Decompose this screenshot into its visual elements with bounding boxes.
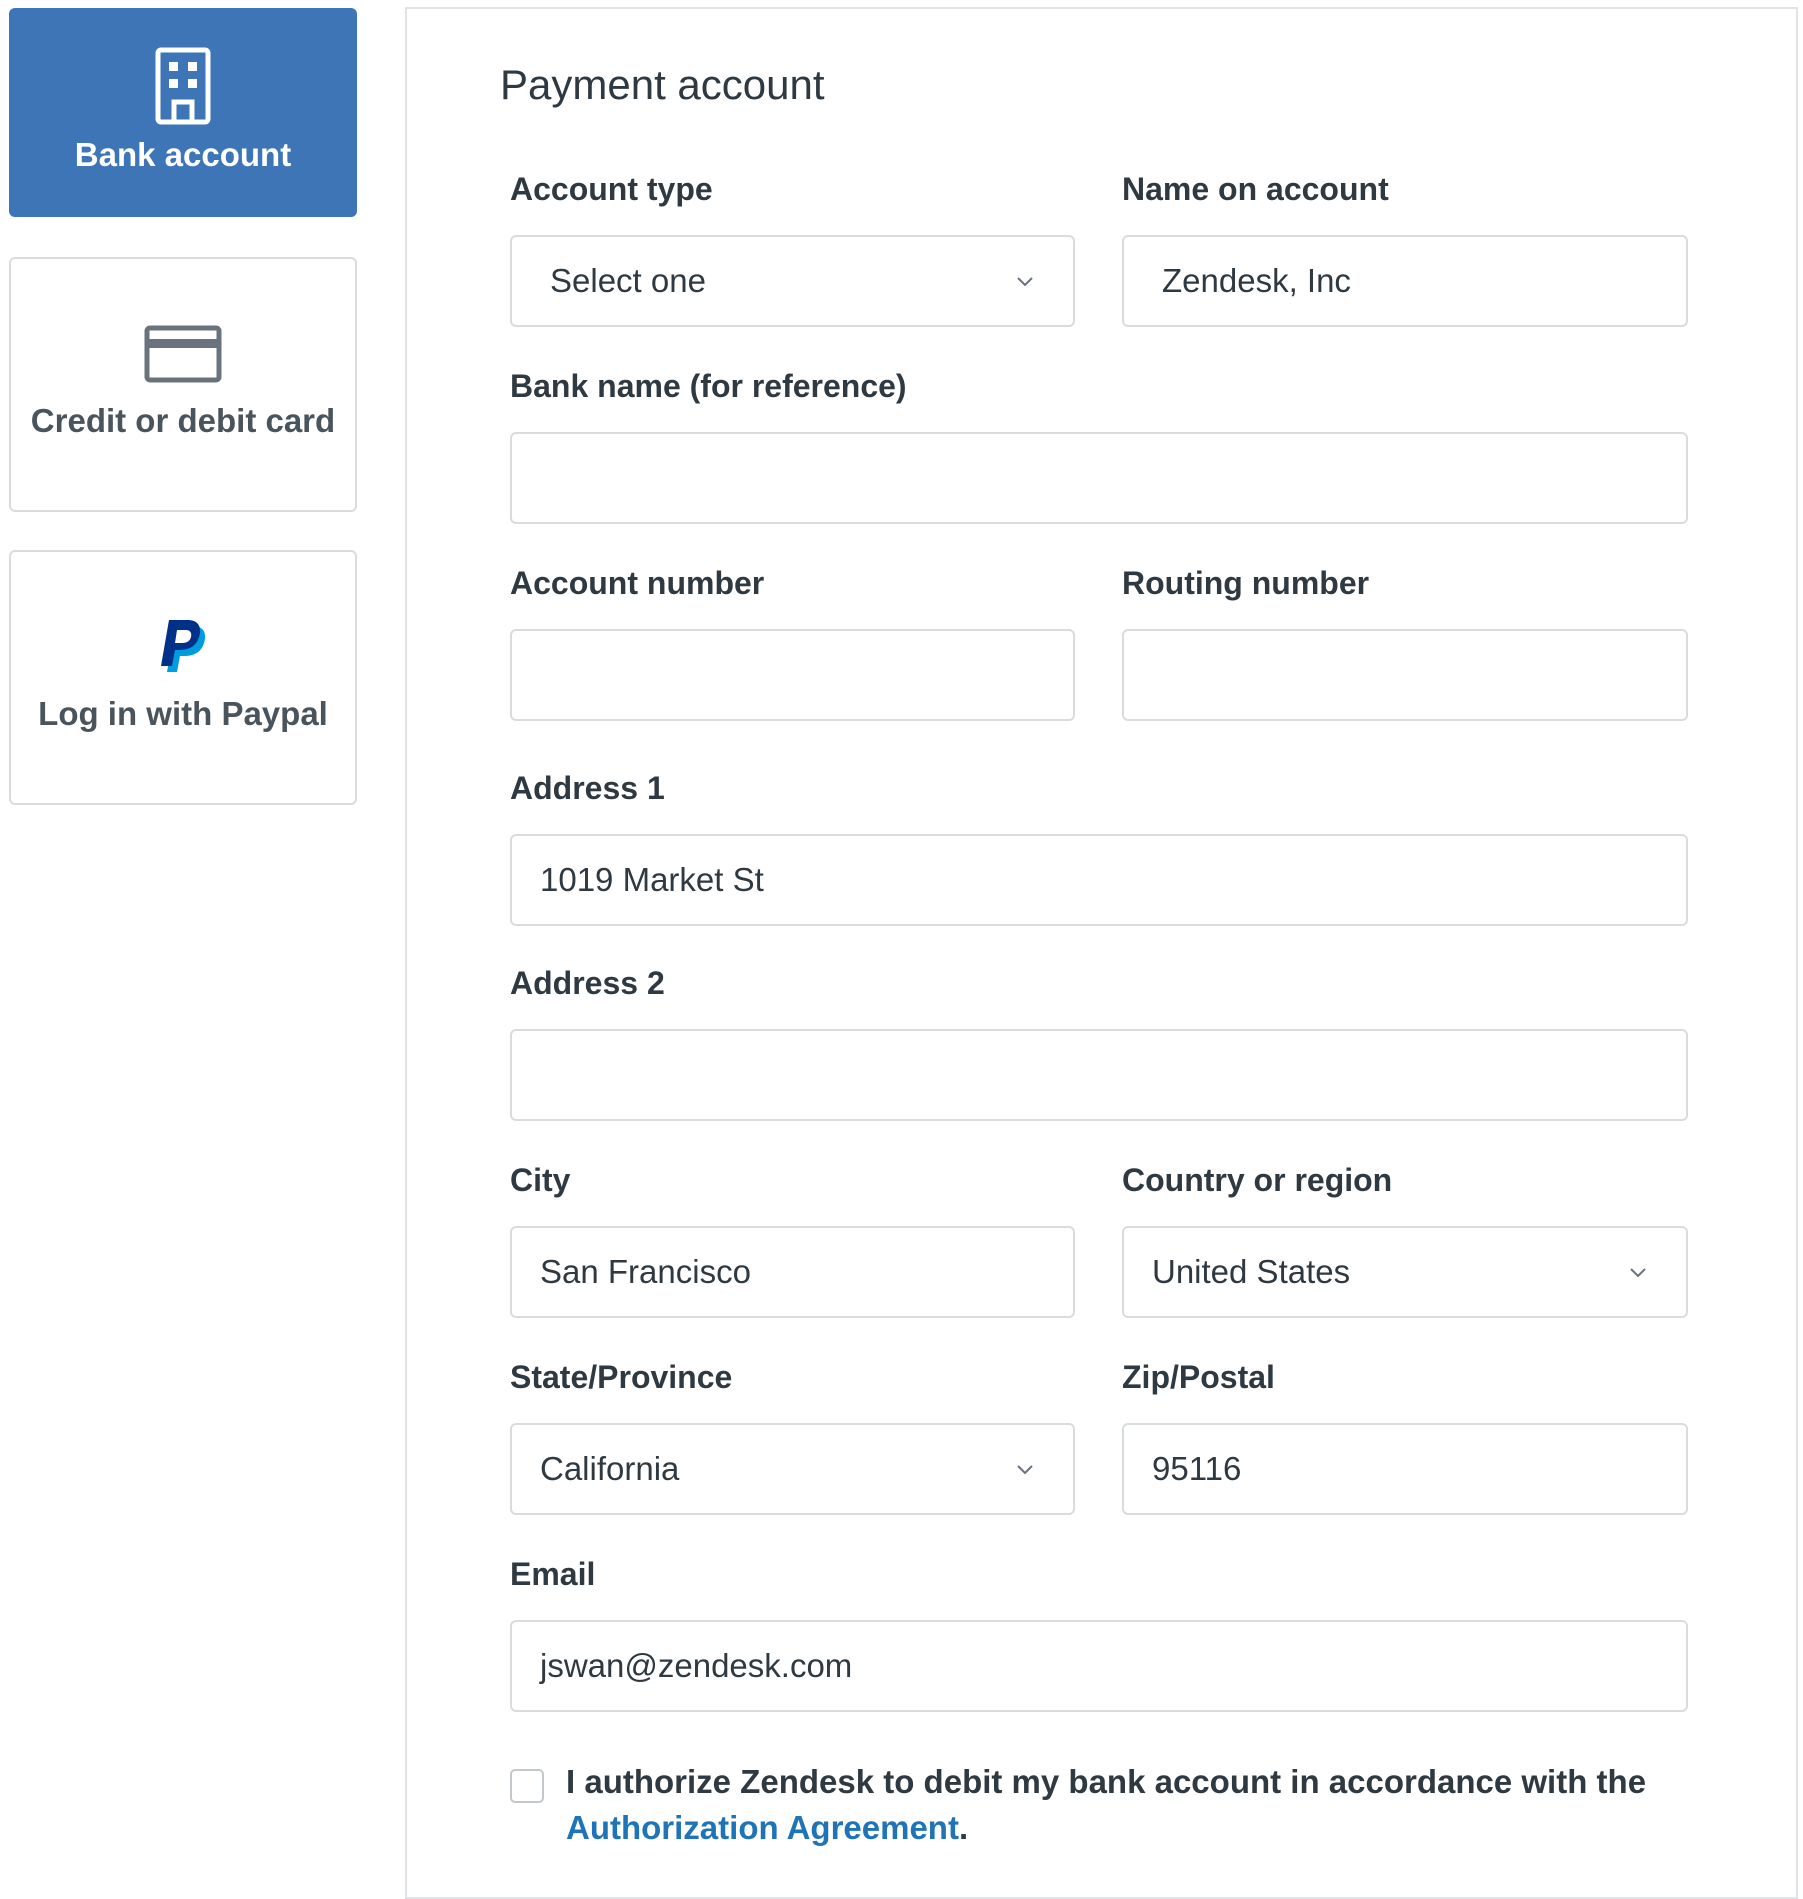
zip-value: 95116: [1152, 1450, 1242, 1487]
chevron-down-icon: [1015, 1459, 1035, 1479]
state-label: State/Province: [510, 1359, 733, 1395]
consent-text: [566, 1759, 1690, 1851]
account-type-label: Account type: [510, 171, 713, 207]
city-field[interactable]: [510, 1226, 1075, 1318]
payment-method-label: Log in with Paypal: [38, 695, 328, 732]
address2-label: Address 2: [510, 965, 665, 1001]
payment-account-form: [405, 7, 1798, 1899]
authorization-agreement-link[interactable]: Authorization Agreement: [566, 1809, 959, 1846]
country-select[interactable]: [1122, 1226, 1688, 1318]
country-label: Country or region: [1122, 1162, 1393, 1198]
email-field[interactable]: [510, 1620, 1688, 1712]
account-number-field[interactable]: [510, 629, 1075, 721]
authorization-checkbox[interactable]: [510, 1769, 544, 1803]
routing-number-field[interactable]: [1122, 629, 1688, 721]
routing-number-label: Routing number: [1122, 565, 1370, 601]
zip-label: Zip/Postal: [1122, 1359, 1275, 1395]
name-on-account-value: Zendesk, Inc: [1162, 262, 1351, 299]
payment-method-paypal[interactable]: [9, 550, 357, 805]
consent-statement: I authorize Zendesk to debit my bank account in accordance with the: [566, 1763, 1647, 1800]
bank-name-label: Bank name (for reference): [510, 368, 907, 404]
address1-value: 1019 Market St: [540, 861, 764, 898]
city-value: San Francisco: [540, 1253, 751, 1290]
account-type-select[interactable]: [510, 235, 1075, 327]
payment-method-label: Bank account: [74, 136, 292, 173]
state-value: California: [540, 1450, 680, 1487]
consent-suffix: .: [958, 1809, 969, 1846]
name-on-account-label: Name on account: [1122, 171, 1389, 207]
state-select[interactable]: [510, 1423, 1075, 1515]
city-label: City: [510, 1162, 571, 1198]
address1-label: Address 1: [510, 770, 665, 806]
country-value: United States: [1152, 1253, 1351, 1290]
email-label: Email: [510, 1556, 596, 1592]
payment-method-label: Credit or debit card: [30, 402, 336, 439]
credit-card-icon: [144, 325, 222, 383]
address2-field[interactable]: [510, 1029, 1688, 1121]
payment-method-bank-account[interactable]: [9, 8, 357, 217]
page-title: Payment account: [500, 61, 825, 108]
paypal-icon: [157, 618, 209, 676]
zip-field[interactable]: [1122, 1423, 1688, 1515]
name-on-account-field[interactable]: [1122, 235, 1688, 327]
building-icon: [154, 47, 212, 125]
account-type-value: Select one: [550, 262, 706, 299]
authorization-consent: [510, 1759, 1690, 1851]
chevron-down-icon: [1628, 1262, 1648, 1282]
bank-name-field[interactable]: [510, 432, 1688, 524]
payment-method-credit-card[interactable]: [9, 257, 357, 512]
address1-field[interactable]: [510, 834, 1688, 926]
account-number-label: Account number: [510, 565, 765, 601]
chevron-down-icon: [1015, 271, 1035, 291]
email-value: jswan@zendesk.com: [540, 1647, 853, 1684]
